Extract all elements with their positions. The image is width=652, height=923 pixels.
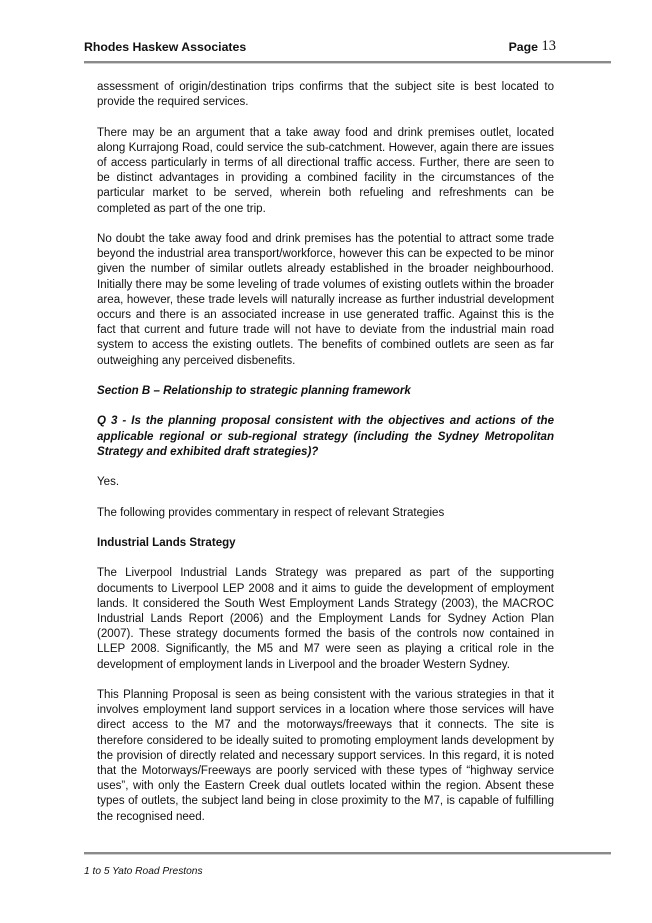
footer-divider: [84, 852, 611, 855]
header-divider: [84, 61, 611, 64]
company-name: Rhodes Haskew Associates: [84, 40, 247, 54]
paragraph-liverpool-strategy: The Liverpool Industrial Lands Strategy was prepared as part of the supporting documents to Liverpool LEP 2008 and it aims to guide the development of employment lands. It considered the South West Employment Lands Strategy (2003), the MACROC Industrial Lands Report (2006) and the Employment Lands for Sydney Action Plan (2007). These strategy documents formed the basis of the controls now contained in LLEP 2008. Significantly, the M5 and M7 were seen as playing a critical role in the development of employment lands in Liverpool and the broader Western Sydney.: [97, 567, 554, 671]
paragraph-origin-destination: assessment of origin/destination trips confirms that the subject site is best located to provide the required services.: [97, 81, 554, 109]
industrial-lands-heading: Industrial Lands Strategy: [97, 536, 236, 549]
page-header: [84, 38, 568, 58]
paragraph-planning-consistency: This Planning Proposal is seen as being consistent with the various strategies in that it involves employment land support services in a location where those services will have direct access to the M7 and the motorways/freeways that it connects. The site is therefore considered to be ideally suited to promoting employment lands development by the provision of directly related and necessary support services. In this regard, it is noted that the Motorways/Freeways are poorly serviced with these types of “highway service uses”, with only the Eastern Creek dual outlets located within the region. Absent these types of outlets, the subject land being in close proximity to the M7, is capable of fulfilling the recognised need.: [97, 688, 554, 823]
paragraph-strategies-intro: The following provides commentary in respect of relevant Strategies: [97, 506, 445, 519]
page-footer: 1 to 5 Yato Road Prestons: [84, 866, 203, 877]
document-body: [97, 80, 554, 840]
question-3-heading: Q 3 - Is the planning proposal consistent with the objectives and actions of the applicable regional or sub-regional strategy (including the Sydney Metropolitan Strategy and exhibited draft strategies)?: [97, 415, 554, 458]
page-number: 13: [541, 38, 556, 54]
section-b-heading: Section B – Relationship to strategic planning framework: [97, 385, 411, 398]
paragraph-trade-impact: No doubt the take away food and drink premises has the potential to attract some trade beyond the industrial area transport/workforce, however this can be expected to be minor given the number of similar outlets already established in the broader neighbourhood. Initially there may be some leveling of trade volumes of existing outlets within the broader area, however, these trade levels will naturally increase as further industrial development occurs and there is an associated increase in use generated traffic. Against this is the fact that current and future trade will not have to deviate from the industrial main road system to access the existing outlets. The benefits of combined outlets are seen as far outweighing any perceived disbenefits.: [97, 233, 554, 367]
page-label: Page: [508, 40, 538, 54]
paragraph-kurrajong-road: There may be an argument that a take away food and drink premises outlet, located along Kurrajong Road, could service the sub-catchment. However, again there are issues of access particularly in terms of all directional traffic access. Further, there are seen to be distinct advantages in providing a combined facility in the circumstances of the particular market to be served, wherein both refueling and refreshments can be completed as part of the one trip.: [97, 126, 554, 215]
answer-yes: Yes.: [97, 476, 120, 489]
